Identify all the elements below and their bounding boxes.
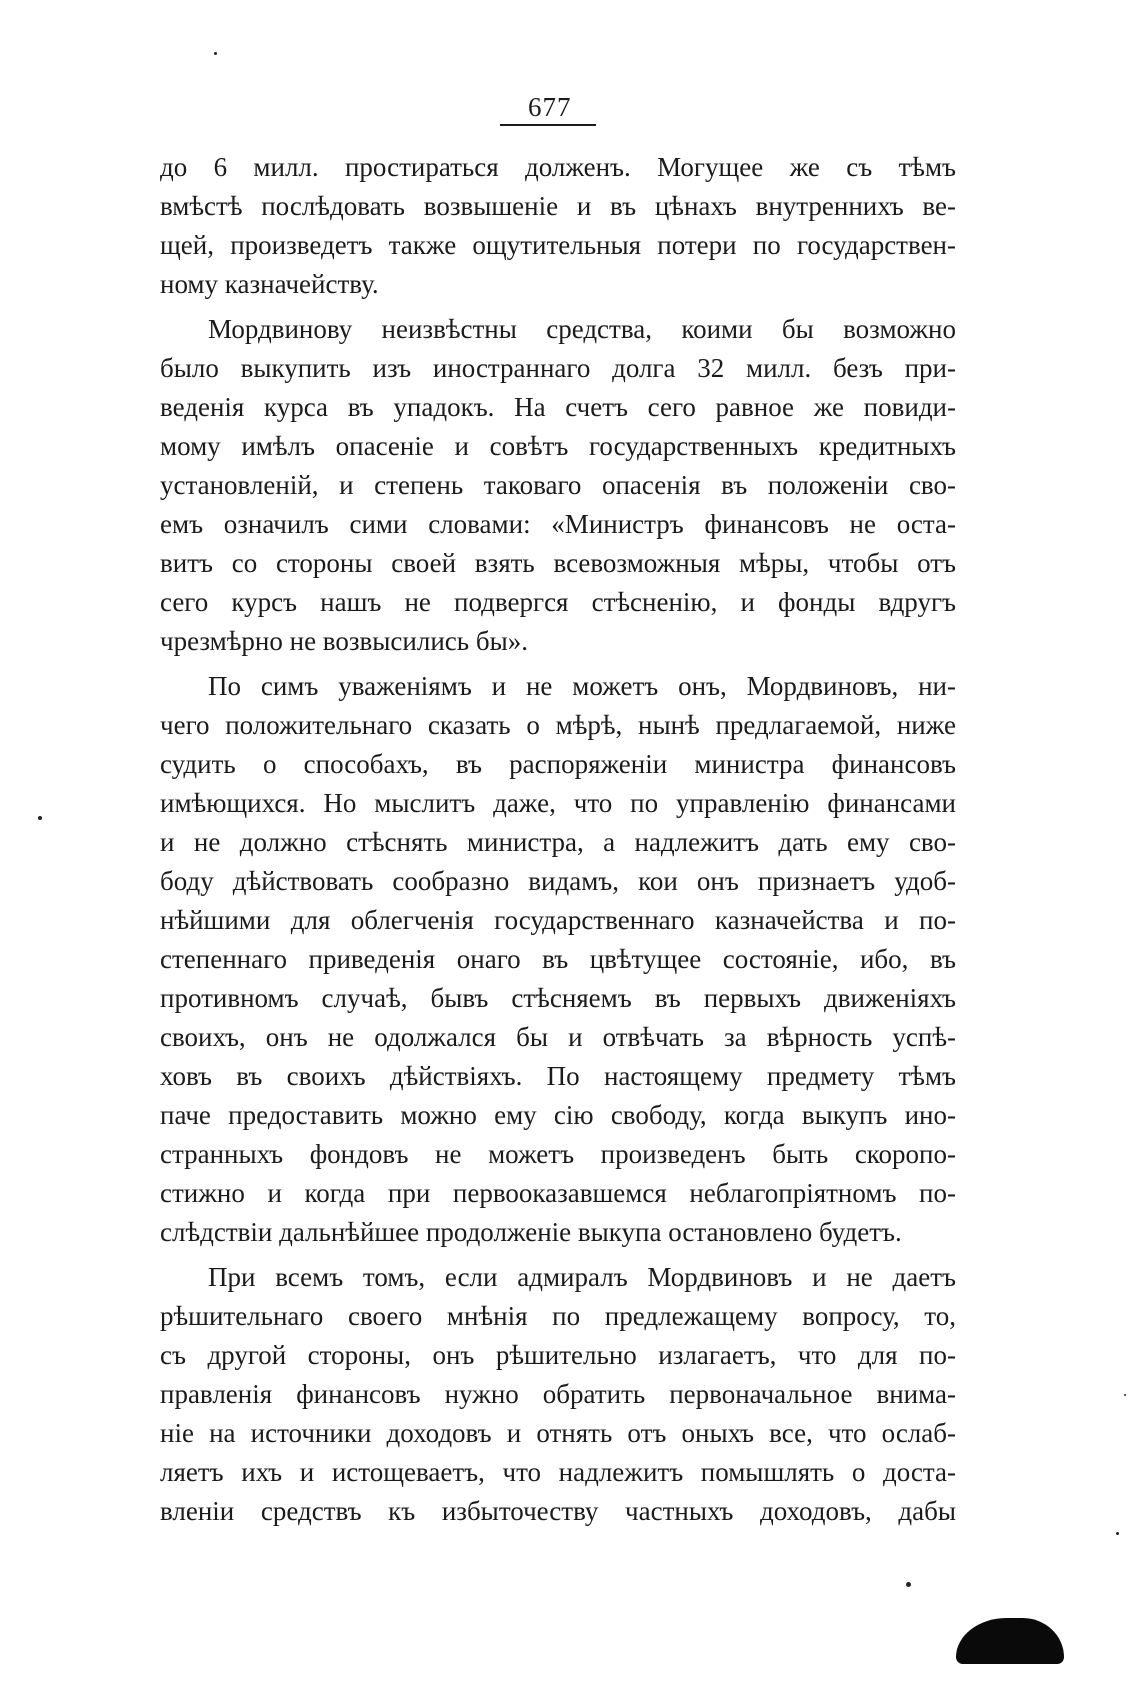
text-line: имѣющихся. Но мыслитъ даже, что по управленію финансами	[160, 788, 956, 818]
text-line: судить о способахъ, въ распоряженіи министра финансовъ	[160, 749, 956, 779]
text-line: вмѣстѣ послѣдовать возвышеніе и въ цѣнахъ внутреннихъ ве-	[160, 191, 956, 221]
text-line: витъ со стороны своей взять всевозможныя мѣры, чтобы отъ	[160, 548, 956, 578]
text-line: и не должно стѣснять министра, а надлежитъ дать ему сво-	[160, 827, 956, 857]
page-number: 677	[528, 92, 572, 122]
text-line: правленія финансовъ нужно обратить первоначальное внима-	[160, 1379, 956, 1409]
text-line: странныхъ фондовъ не можетъ произведенъ быть скоропо-	[160, 1139, 956, 1169]
text-line: чего положительнаго сказать о мѣрѣ, нынѣ предлагаемой, ниже	[160, 710, 956, 740]
paragraph-4	[160, 1258, 956, 1531]
paragraph-3	[160, 667, 956, 1252]
text-line: сего курсъ нашъ не подвергся стѣсненію, и фонды вдругъ	[160, 587, 956, 617]
text-line: ховъ въ своихъ дѣйствіяхъ. По настоящему предмету тѣмъ	[160, 1061, 956, 1091]
scan-speck	[1124, 1394, 1126, 1396]
text-line: рѣшительнаго своего мнѣнія по предлежащему вопросу, то,	[160, 1301, 956, 1331]
text-line: ніе на источники доходовъ и отнять отъ оныхъ все, что ослаб-	[160, 1418, 956, 1448]
text-line: ляетъ ихъ и истощеваетъ, что надлежитъ помышлять о доста-	[160, 1457, 956, 1487]
text-line: Мордвинову неизвѣстны средства, коими бы возможно	[208, 314, 956, 344]
text-line: паче предоставить можно ему сію свободу, когда выкупъ ино-	[160, 1100, 956, 1130]
text-line: чрезмѣрно не возвысились бы».	[160, 626, 528, 656]
text-line: установленій, и степень таковаго опасенія въ положеніи сво-	[160, 470, 956, 500]
text-line: вленіи средствъ къ избыточеству частныхъ доходовъ, дабы	[160, 1496, 956, 1526]
scan-speck	[214, 52, 217, 55]
text-line: веденія курса въ упадокъ. На счетъ сего равное же повиди-	[160, 392, 956, 422]
text-line: противномъ случаѣ, бывъ стѣсняемъ въ первыхъ движеніяхъ	[160, 983, 956, 1013]
text-line: мому имѣлъ опасеніе и совѣтъ государственныхъ кредитныхъ	[160, 431, 956, 461]
text-line: нѣйшими для облегченія государственнаго казначейства и по-	[160, 905, 956, 935]
scan-speck	[38, 816, 42, 820]
text-line: степеннаго приведенія онаго въ цвѣтущее состояніе, ибо, въ	[160, 944, 956, 974]
ink-blot	[956, 1618, 1064, 1664]
page-number-rule	[500, 124, 596, 126]
scan-speck	[1116, 1532, 1119, 1535]
text-line: было выкупить изъ иностраннаго долга 32 милл. безъ при-	[160, 353, 956, 383]
text-line: съ другой стороны, онъ рѣшительно излагаетъ, что для по-	[160, 1340, 956, 1370]
text-line: емъ означилъ сими словами: «Министръ финансовъ не оста-	[160, 509, 956, 539]
text-line: стижно и когда при первооказавшемся неблагопріятномъ по-	[160, 1178, 956, 1208]
text-line: до 6 милл. простираться долженъ. Могущее же съ тѣмъ	[160, 152, 956, 182]
paragraph-2	[160, 310, 956, 661]
text-line: При всемъ томъ, если адмиралъ Мордвиновъ и не даетъ	[208, 1262, 956, 1292]
text-line: боду дѣйствовать сообразно видамъ, кои онъ признаетъ удоб-	[160, 866, 956, 896]
text-line: ному казначейству.	[160, 269, 379, 299]
text-line: По симъ уваженіямъ и не можетъ онъ, Мордвиновъ, ни-	[208, 671, 956, 701]
body-text	[160, 148, 956, 1531]
scan-speck	[906, 1582, 911, 1587]
text-line: слѣдствіи дальнѣйшее продолженіе выкупа остановлено будетъ.	[160, 1217, 902, 1247]
paragraph-1	[160, 148, 956, 304]
text-line: своихъ, онъ не одолжался бы и отвѣчать за вѣрность успѣ-	[160, 1022, 956, 1052]
text-line: щей, произведетъ также ощутительныя потери по государствен-	[160, 230, 956, 260]
